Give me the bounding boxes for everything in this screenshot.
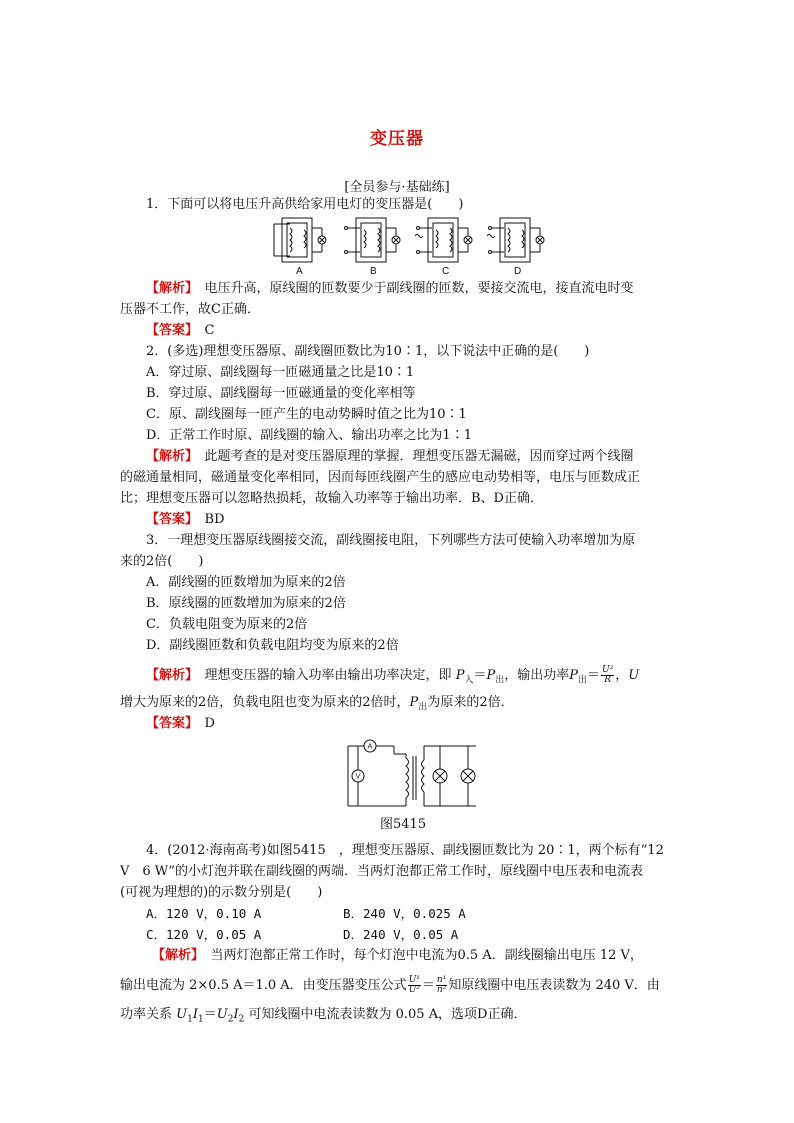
q3-analysis-line-1: 【解析】 理想变压器的输入功率由输出功率决定，即 $P_入=P_出$，输出功率$P_出=$ $\frac{\text{U²}}{R}$ ，U (146, 665, 640, 686)
circuit-figure (340, 738, 486, 812)
q1-analysis-line-1: 【解析】 电压升高，原线圈的匝数要少于副线圈的匝数，要接交流电，接直流电时变 (146, 281, 634, 296)
q4-option-c: C．120 V，0.05 A (146, 927, 262, 942)
formula-fraction: $\frac{\text{U²}}{R}$ (602, 665, 614, 685)
q4-analysis-line-3: 功率关系 $U_1I_1=U_2I_2$ 可知线圈中电流表读数为 0.05 A，选项D正确． (120, 1007, 527, 1025)
q4-stem-line-3: (可视为理想的)的示数分别是( ) (120, 885, 323, 900)
q4-option-a: A．120 V，0.10 A (146, 906, 262, 921)
answer-tag: 【答案】 (146, 716, 192, 731)
q1-stem: 1．下面可以将电压升高供给家用电灯的变压器是( ) (146, 197, 464, 212)
q3-answer: 【答案】 D (146, 716, 215, 731)
q2-option-b: B．穿过原、副线圈每一匝磁通量的变化率相等 (146, 386, 416, 401)
svg-text:V: V (355, 773, 361, 781)
q4-option-d: D．240 V，0.05 A (343, 927, 459, 942)
section-heading: [全员参与·基础练] (344, 180, 450, 195)
q3-option-b: B．原线圈的匝数增加为原来的2倍 (146, 596, 346, 611)
answer-tag: 【答案】 (146, 323, 192, 338)
q2-answer: 【答案】 BD (146, 512, 225, 527)
q2-analysis-line-2: 的磁通量相同，磁通量变化率相同，因而每匝线圈产生的感应电动势相等，电压与匝数成正 (120, 470, 641, 485)
answer-tag: 【答案】 (146, 512, 192, 527)
analysis-tag: 【解析】 (146, 281, 192, 296)
option-label-a: A (296, 266, 303, 276)
q4-analysis-line-2: 输出电流为 2×0.5 A＝1.0 A．由变压器变压公式 $\frac{\text{U¹}}{\text{U²}}$ ＝ $\frac{\text{n¹}}{\text{n²}}$ 知原线圈中电压表读数为 240 V．由 (120, 975, 660, 995)
q4-option-b: B．240 V，0.025 A (343, 906, 466, 921)
analysis-tag: 【解析】 (146, 449, 192, 464)
q2-analysis-line-3: 比；理想变压器可以忽略热损耗，故输入功率等于输出功率．B、D正确． (120, 491, 543, 506)
svg-text:A: A (367, 743, 373, 751)
transformer-a-diagram (274, 218, 326, 262)
q3-stem-line-1: 3．一理想变压器原线圈接交流，副线圈接电阻，下列哪些方法可使输入功率增加为原 (146, 533, 636, 548)
q3-option-c: C．负载电阻变为原来的2倍 (146, 617, 308, 632)
page-title: 变压器 (370, 129, 424, 149)
q2-option-a: A．穿过原、副线圈每一匝磁通量之比是10∶1 (146, 365, 415, 380)
transformer-b-diagram (345, 218, 401, 262)
q2-option-d: D．正常工作时原、副线圈的输入、输出功率之比为1∶1 (146, 428, 472, 443)
q3-analysis-line-2: 增大为原来的2倍，负载电阻也变为原来的2倍时，$P_出$为原来的2倍． (120, 695, 514, 713)
q1-answer: 【答案】 C (146, 323, 215, 338)
q2-stem: 2．(多选)理想变压器原、副线圈匝数比为10∶1，以下说法中正确的是( ) (146, 344, 590, 359)
figure-caption: 图5415 (380, 817, 427, 832)
q3-option-d: D．副线圈匝数和负载电阻均变为原来的2倍 (146, 638, 399, 653)
analysis-tag: 【解析】 (152, 948, 198, 963)
q2-analysis-line-1: 【解析】 此题考查的是对变压器原理的掌握．理想变压器无漏磁，因而穿过两个线圈 (146, 449, 634, 464)
voltage-ratio-fraction: $\frac{\text{U¹}}{\text{U²}}$ (408, 975, 420, 995)
option-label-d: D (514, 266, 522, 276)
q4-stem-line-1: 4．(2012·海南高考)如图5415 ，理想变压器原、副线圈匝数比为 20∶1，两个标有“12 (146, 843, 664, 858)
q4-stem-line-2: V 6 W”的小灯泡并联在副线圈的两端．当两灯泡都正常工作时，原线圈中电压表和电流表 (120, 864, 644, 879)
q1-analysis-line-2: 压器不工作，故C正确． (120, 302, 260, 317)
transformer-c-diagram (415, 218, 472, 262)
turns-ratio-fraction: $\frac{\text{n¹}}{\text{n²}}$ (436, 975, 447, 995)
q2-option-c: C．原、副线圈每一匝产生的电动势瞬时值之比为10∶1 (146, 407, 467, 422)
q3-stem-line-2: 来的2倍( ) (120, 554, 204, 569)
q1-transformer-figures (268, 214, 554, 276)
q4-analysis-line-1: 【解析】 当两灯泡都正常工作时，每个灯泡中电流为0.5 A．副线圈输出电压 12 V， (152, 948, 643, 963)
transformer-d-diagram (487, 218, 544, 262)
option-label-c: C (442, 266, 450, 276)
option-label-b: B (370, 266, 377, 276)
q3-option-a: A．副线圈的匝数增加为原来的2倍 (146, 575, 346, 590)
analysis-tag: 【解析】 (146, 668, 192, 683)
